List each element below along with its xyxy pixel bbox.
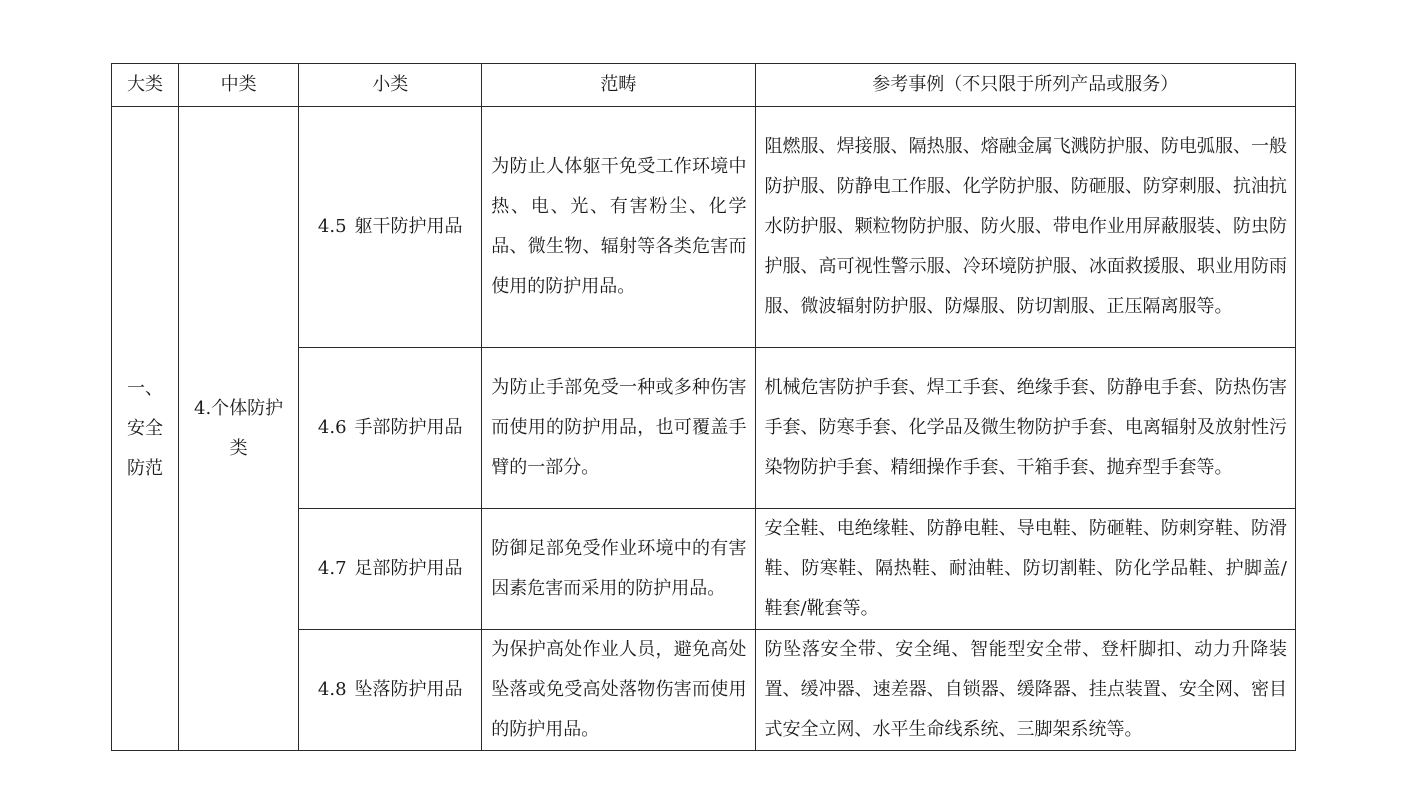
header-major-category: 大类 <box>112 64 179 107</box>
sub-category-name: 躯干防护用品 <box>354 216 463 237</box>
sub-category-cell <box>299 348 482 509</box>
examples-cell: 防坠落安全带、安全绳、智能型安全带、登杆脚扣、动力升降装置、缓冲器、速差器、自锁器、缓降器、挂点装置、安全网、密目式安全立网、水平生命线系统、三脚架系统等。 <box>755 630 1296 751</box>
sub-category-cell <box>299 630 482 751</box>
scope-cell: 为防止人体躯干免受工作环境中热、电、光、有害粉尘、化学品、微生物、辐射等各类危害而使用的防护用品。 <box>482 107 755 348</box>
header-examples: 参考事例（不只限于所列产品或服务） <box>755 64 1296 107</box>
examples-cell: 阻燃服、焊接服、隔热服、熔融金属飞溅防护服、防电弧服、一般防护服、防静电工作服、化学防护服、防砸服、防穿刺服、抗油抗水防护服、颗粒物防护服、防火服、带电作业用屏蔽服装、防虫防护服、高可视性警示服、冷环境防护服、冰面救援服、职业用防雨服、微波辐射防护服、防爆服、防切割服、正压隔离服等。 <box>755 107 1296 348</box>
mid-category-cell <box>179 107 299 751</box>
examples-cell: 机械危害防护手套、焊工手套、绝缘手套、防静电手套、防热伤害手套、防寒手套、化学品及微生物防护手套、电离辐射及放射性污染物防护手套、精细操作手套、干箱手套、抛弃型手套等。 <box>755 348 1296 509</box>
sub-category-name: 坠落防护用品 <box>354 679 463 700</box>
major-category-cell <box>112 107 179 751</box>
mid-category-line: 4.个体防护 <box>194 397 284 419</box>
sub-category-number: 4.7 <box>317 558 347 579</box>
sub-category-name: 足部防护用品 <box>354 558 463 579</box>
scope-cell: 防御足部免受作业环境中的有害因素危害而采用的防护用品。 <box>482 509 755 630</box>
scope-cell: 为防止手部免受一种或多种伤害而使用的防护用品，也可覆盖手臂的一部分。 <box>482 348 755 509</box>
header-mid-category: 中类 <box>179 64 299 107</box>
header-row <box>112 64 1296 107</box>
sub-category-number: 4.8 <box>317 679 347 700</box>
sub-category-cell <box>299 107 482 348</box>
sub-category-number: 4.5 <box>317 216 347 237</box>
sub-category-cell <box>299 509 482 630</box>
classification-table <box>111 63 1296 751</box>
sub-category-number: 4.6 <box>317 417 347 438</box>
header-sub-category: 小类 <box>299 64 482 107</box>
examples-cell: 安全鞋、电绝缘鞋、防静电鞋、导电鞋、防砸鞋、防刺穿鞋、防滑鞋、防寒鞋、隔热鞋、耐油鞋、防切割鞋、防化学品鞋、护脚盖/鞋套/靴套等。 <box>755 509 1296 630</box>
major-category-line: 防范 <box>127 457 164 479</box>
sub-category-name: 手部防护用品 <box>354 417 463 438</box>
major-category-line: 一、 <box>127 377 164 399</box>
header-scope: 范畴 <box>482 64 755 107</box>
table-row <box>112 107 1296 348</box>
mid-category-line: 类 <box>229 437 248 459</box>
major-category-line: 安全 <box>127 417 164 439</box>
scope-cell: 为保护高处作业人员，避免高处坠落或免受高处落物伤害而使用的防护用品。 <box>482 630 755 751</box>
